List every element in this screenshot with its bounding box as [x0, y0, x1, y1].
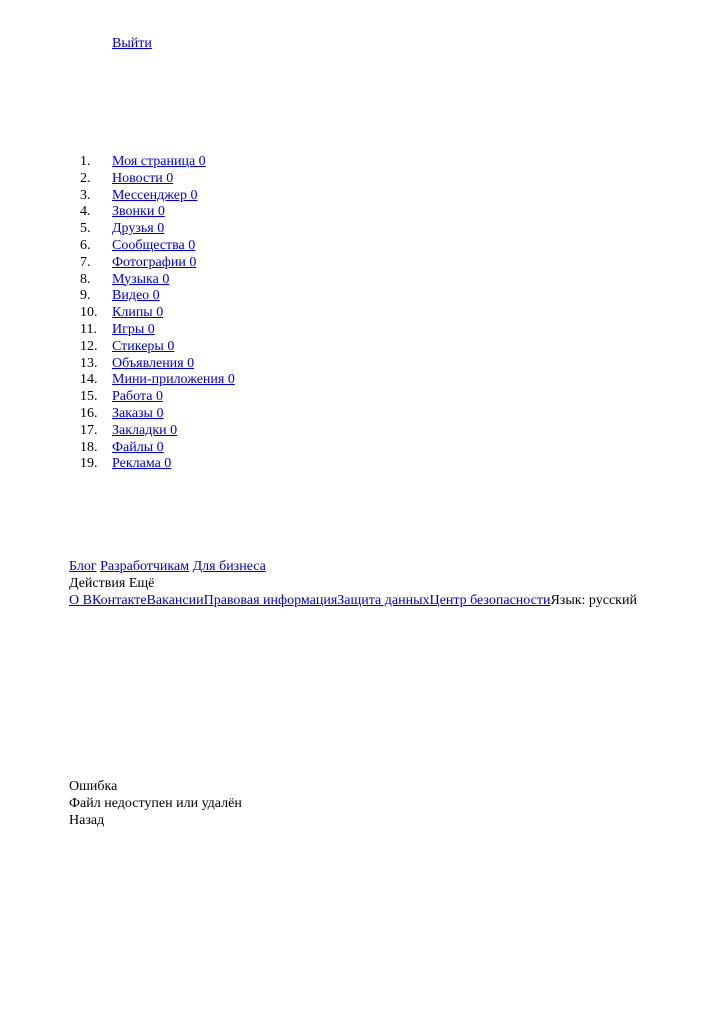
nav-item-number: 4. [80, 204, 91, 220]
nav-link-music[interactable]: Музыка 0 [112, 271, 170, 287]
footer-link-developers[interactable]: Разработчикам [100, 559, 190, 574]
nav-item-number: 8. [80, 271, 91, 287]
footer-link-vacancies[interactable]: Вакансии [146, 593, 204, 608]
error-message: Файл недоступен или удалён [69, 796, 242, 811]
nav-item-number: 15. [80, 389, 98, 405]
nav-item-number: 1. [80, 154, 91, 169]
footer-link-data-protection[interactable]: Защита данных [337, 593, 430, 608]
footer-link-security-center[interactable]: Центр безопасности [429, 593, 551, 608]
footer-link-blog[interactable]: Блог [69, 559, 97, 574]
nav-link-calls[interactable]: Звонки 0 [112, 204, 165, 220]
footer-link-about[interactable]: О ВКонтакте [69, 593, 147, 608]
nav-link-mini-apps[interactable]: Мини-приложения 0 [112, 372, 235, 388]
nav-item-number: 3. [80, 187, 91, 203]
logout-link[interactable]: Выйти [112, 36, 152, 51]
nav-item-number: 11. [80, 321, 97, 337]
nav-link-news[interactable]: Новости 0 [112, 170, 174, 186]
nav-link-stickers[interactable]: Стикеры 0 [112, 338, 175, 354]
nav-item-number: 13. [80, 355, 98, 371]
nav-item-number: 10. [80, 305, 98, 321]
footer-link-legal[interactable]: Правовая информация [203, 593, 338, 608]
error-title: Ошибка [69, 779, 118, 794]
language-selector[interactable]: Язык: русский [550, 593, 637, 608]
nav-link-photos[interactable]: Фотографии 0 [112, 254, 197, 270]
nav-link-bookmarks[interactable]: Закладки 0 [112, 422, 178, 438]
nav-item-number: 18. [80, 439, 98, 455]
error-block [69, 778, 242, 829]
back-button[interactable]: Назад [69, 813, 105, 828]
nav-link-messenger[interactable]: Мессенджер 0 [112, 187, 198, 203]
footer-more[interactable]: Ещё [128, 576, 155, 591]
nav-link-files[interactable]: Файлы 0 [112, 439, 164, 455]
nav-link-ads[interactable]: Реклама 0 [112, 456, 172, 472]
footer-top-links [69, 558, 637, 575]
footer [69, 558, 637, 609]
footer-bottom-links [69, 592, 637, 609]
nav-item-number: 16. [80, 405, 98, 421]
footer-actions[interactable]: Действия [69, 576, 126, 591]
nav-link-my-page[interactable]: Моя страница 0 [112, 154, 206, 169]
nav-link-jobs[interactable]: Работа 0 [112, 389, 163, 405]
nav-link-clips[interactable]: Клипы 0 [112, 305, 164, 321]
nav-item-number: 2. [80, 170, 91, 186]
footer-actions-row [69, 575, 637, 592]
nav-item-number: 14. [80, 372, 98, 388]
nav-link-video[interactable]: Видео 0 [112, 288, 160, 304]
nav-item-number: 5. [80, 221, 91, 237]
nav-item-number: 12. [80, 338, 98, 354]
nav-link-friends[interactable]: Друзья 0 [112, 221, 165, 237]
nav-link-orders[interactable]: Заказы 0 [112, 405, 164, 421]
nav-item-number: 7. [80, 254, 91, 270]
nav-item-number: 17. [80, 422, 98, 438]
nav-link-communities[interactable]: Сообщества 0 [112, 237, 196, 253]
nav-link-games[interactable]: Игры 0 [112, 321, 155, 337]
nav-link-classifieds[interactable]: Объявления 0 [112, 355, 195, 371]
nav-item-number: 6. [80, 237, 91, 253]
nav-item-number: 9. [80, 288, 91, 304]
nav-item-number: 19. [80, 456, 98, 472]
footer-link-business[interactable]: Для бизнеса [192, 559, 266, 574]
